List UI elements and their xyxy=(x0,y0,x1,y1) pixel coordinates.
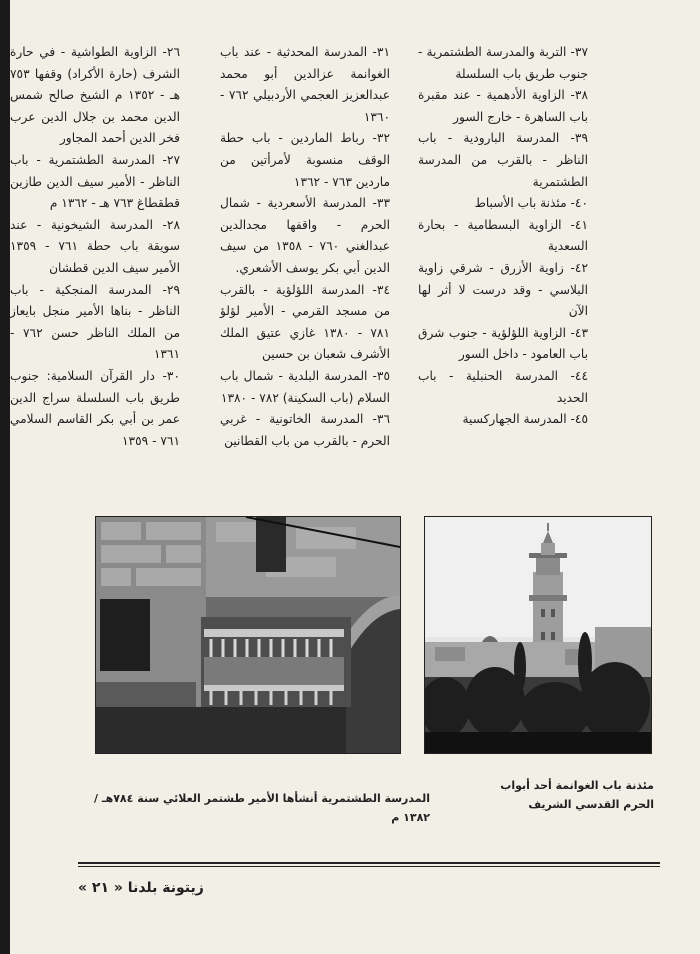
minaret-image xyxy=(425,517,651,753)
caption-line: الحرم القدسي الشريف xyxy=(528,798,654,811)
entry: ٣٢- رباط الماردين - باب حطة الوقف منسوبة لأمرأتين من ماردين ٧٦٣ - ١٣٦٢ xyxy=(220,131,390,189)
entry: ٤٢- زاوية الأزرق - شرقي زاوية البلاسي - وقد درست لا أثر لها الآن xyxy=(418,260,588,319)
entry: ٣٩- المدرسة البارودية - باب الناظر - بالقرب من المدرسة الطشتمرية xyxy=(418,131,588,189)
entry: ٣٠- دار القرآن السلامية: جنوب طريق باب السلسلة سراج الدين عمر بن أبي بكر القاسم السلامي ٧٦١ - ١٣٥٩ xyxy=(10,368,180,448)
entry: ٤٥- المدرسة الجهاركسية xyxy=(462,412,588,427)
footer-page-label: زيتونة بلدنا « ٢١ » xyxy=(78,880,204,896)
photo-ghawanima-minaret xyxy=(424,516,652,754)
photo-tashtamuriyya xyxy=(95,516,401,754)
entry: ٣١- المدرسة المحدثية - عند باب الغوانمة عزالدين أبو محمد عبدالعزيز العجمي الأردبيلي ٧٦٢ - ١٣٦٠ xyxy=(220,45,390,124)
entry: ٣٧- التربة والمدرسة الطشتمرية - جنوب طريق باب السلسلة xyxy=(418,45,588,81)
entry: ٢٨- المدرسة الشيخونية - عند سويقة باب حطة ٧٦١ - ١٣٥٩ الأمير سيف الدين قطشان xyxy=(10,217,180,275)
entry: ٣٣- المدرسة الأسعردية - شمال الحرم - واقفها مجدالدين عبدالغني ٧٦٠ - ١٣٥٨ من سيف الدين أبي بكر يوسف الأشعري. xyxy=(220,196,390,275)
entry: ٤٤- المدرسة الحنبلية - باب الحديد xyxy=(418,368,588,405)
footer-divider xyxy=(78,862,660,864)
entry: ٣٤- المدرسة اللؤلؤية - بالقرب من مسجد القرمي - الأمير لؤلؤ ٧٨١ - ١٣٨٠ غازي عتيق الملك الأشرف شعبان بن حسين xyxy=(220,282,390,362)
caption-line: مئذنة باب الغوانمة أحد أبواب xyxy=(500,779,654,792)
column-right xyxy=(10,42,180,452)
entry: ٤١- الزاوية البسطامية - بحارة السعدية xyxy=(418,217,588,254)
building-facade-image xyxy=(96,517,400,753)
entry: ٢٧- المدرسة الطشتمرية - باب الناظر - الأمير سيف الدين طازين قطقطاغ ٧٦٣ هـ - ١٣٦٢ م xyxy=(10,152,180,211)
column-left xyxy=(418,42,588,452)
entry: ٤٣- الزاوية اللؤلؤية - جنوب شرق باب العامود - داخل السور xyxy=(418,325,588,362)
magazine-page xyxy=(10,0,700,954)
caption-minaret xyxy=(424,776,654,814)
entry: ٣٥- المدرسة البلدية - شمال باب السلام (باب السكينة) ٧٨٢ - ١٣٨٠ xyxy=(220,368,390,405)
entry: ٢٦- الزاوية الطواشية - في حارة الشرف (حارة الأكراد) وقفها ٧٥٣ هـ - ١٣٥٢ م الشيخ صالح شمس الدين محمد بن جلال الدين عرب فخر الدين أحمد المجاور xyxy=(10,45,180,146)
entry: ٤٠- مئذنة باب الأسباط xyxy=(474,196,588,211)
entry: ٢٩- المدرسة المنجكية - باب الناظر - بناها الأمير منجل بايعاز من الملك الناظر حسن ٧٦٢ - ١٣٦١ xyxy=(10,282,180,362)
entry: ٣٨- الزاوية الأدهمية - عند مقبرة باب الساهرة - خارج السور xyxy=(418,88,588,124)
entry: ٣٦- المدرسة الخاتونية - غربي الحرم - بالقرب من باب القطانين xyxy=(220,412,390,448)
caption-tashtamuriyya: المدرسة الطشتمرية أنشأها الأمير طشتمر العلائي سنة ٧٨٤هـ / ١٣٨٢ م xyxy=(93,792,430,824)
text-columns xyxy=(10,42,700,452)
column-middle xyxy=(220,42,390,452)
footer-divider-thin xyxy=(78,866,660,867)
